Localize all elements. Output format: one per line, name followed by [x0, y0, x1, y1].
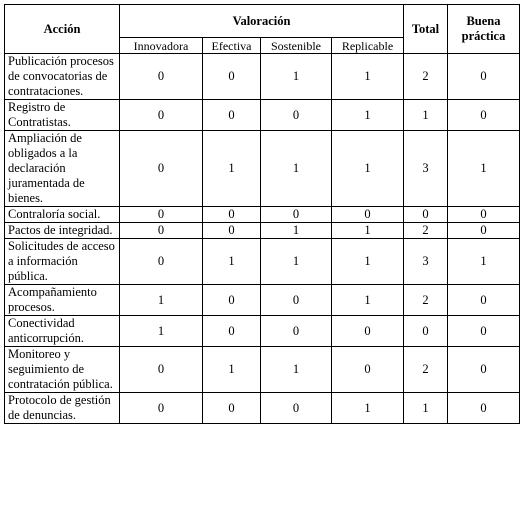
- cell-buena-practica: 0: [448, 223, 520, 239]
- cell-replicable: 0: [332, 207, 404, 223]
- cell-replicable: 1: [332, 223, 404, 239]
- cell-sostenible: 0: [261, 207, 332, 223]
- cell-accion: Solicitudes de acceso a información pública.: [5, 239, 120, 285]
- cell-innovadora: 0: [120, 393, 203, 424]
- cell-innovadora: 0: [120, 131, 203, 207]
- cell-total: 1: [404, 393, 448, 424]
- cell-innovadora: 0: [120, 239, 203, 285]
- valoracion-table: [4, 4, 520, 424]
- cell-innovadora: 0: [120, 100, 203, 131]
- cell-replicable: 1: [332, 239, 404, 285]
- cell-buena-practica: 0: [448, 316, 520, 347]
- table-row: [5, 285, 520, 316]
- cell-innovadora: 1: [120, 316, 203, 347]
- cell-replicable: 1: [332, 393, 404, 424]
- header-total: Total: [404, 5, 448, 54]
- cell-accion: Registro de Contratistas.: [5, 100, 120, 131]
- cell-total: 3: [404, 131, 448, 207]
- cell-accion: Acompañamiento procesos.: [5, 285, 120, 316]
- cell-buena-practica: 0: [448, 54, 520, 100]
- cell-efectiva: 0: [203, 207, 261, 223]
- cell-total: 1: [404, 100, 448, 131]
- header-buena-practica: Buena práctica: [448, 5, 520, 54]
- cell-sostenible: 1: [261, 239, 332, 285]
- cell-replicable: 1: [332, 285, 404, 316]
- cell-efectiva: 1: [203, 239, 261, 285]
- cell-total: 2: [404, 54, 448, 100]
- cell-replicable: 1: [332, 131, 404, 207]
- cell-efectiva: 1: [203, 347, 261, 393]
- cell-sostenible: 0: [261, 316, 332, 347]
- cell-total: 2: [404, 285, 448, 316]
- cell-buena-practica: 0: [448, 207, 520, 223]
- cell-efectiva: 0: [203, 223, 261, 239]
- cell-buena-practica: 0: [448, 347, 520, 393]
- cell-replicable: 0: [332, 316, 404, 347]
- cell-sostenible: 0: [261, 393, 332, 424]
- cell-innovadora: 1: [120, 285, 203, 316]
- cell-buena-practica: 0: [448, 393, 520, 424]
- cell-accion: Ampliación de obligados a la declaración juramentada de bienes.: [5, 131, 120, 207]
- cell-sostenible: 0: [261, 100, 332, 131]
- cell-total: 0: [404, 207, 448, 223]
- table-row: [5, 239, 520, 285]
- table-row: [5, 100, 520, 131]
- cell-replicable: 0: [332, 347, 404, 393]
- cell-accion: Monitoreo y seguimiento de contratación pública.: [5, 347, 120, 393]
- cell-sostenible: 1: [261, 131, 332, 207]
- table-row: [5, 316, 520, 347]
- cell-efectiva: 0: [203, 100, 261, 131]
- cell-innovadora: 0: [120, 54, 203, 100]
- header-innovadora: Innovadora: [120, 38, 203, 54]
- cell-accion: Protocolo de gestión de denuncias.: [5, 393, 120, 424]
- cell-sostenible: 0: [261, 285, 332, 316]
- header-replicable: Replicable: [332, 38, 404, 54]
- cell-accion: Publicación procesos de convocatorias de contrataciones.: [5, 54, 120, 100]
- cell-total: 0: [404, 316, 448, 347]
- cell-innovadora: 0: [120, 207, 203, 223]
- cell-replicable: 1: [332, 54, 404, 100]
- cell-sostenible: 1: [261, 54, 332, 100]
- cell-total: 2: [404, 347, 448, 393]
- cell-buena-practica: 0: [448, 285, 520, 316]
- header-sostenible: Sostenible: [261, 38, 332, 54]
- cell-accion: Contraloría social.: [5, 207, 120, 223]
- header-row-main: [5, 5, 520, 38]
- table-header: [5, 5, 520, 54]
- cell-efectiva: 0: [203, 316, 261, 347]
- table-row: [5, 347, 520, 393]
- cell-replicable: 1: [332, 100, 404, 131]
- cell-innovadora: 0: [120, 347, 203, 393]
- table-row: [5, 54, 520, 100]
- cell-buena-practica: 1: [448, 131, 520, 207]
- cell-sostenible: 1: [261, 223, 332, 239]
- cell-buena-practica: 1: [448, 239, 520, 285]
- table-row: [5, 393, 520, 424]
- cell-buena-practica: 0: [448, 100, 520, 131]
- header-valoracion: Valoración: [120, 5, 404, 38]
- cell-innovadora: 0: [120, 223, 203, 239]
- cell-efectiva: 0: [203, 54, 261, 100]
- cell-total: 3: [404, 239, 448, 285]
- cell-accion: Conectividad anticorrupción.: [5, 316, 120, 347]
- cell-efectiva: 0: [203, 285, 261, 316]
- cell-total: 2: [404, 223, 448, 239]
- header-efectiva: Efectiva: [203, 38, 261, 54]
- cell-efectiva: 0: [203, 393, 261, 424]
- cell-efectiva: 1: [203, 131, 261, 207]
- header-accion: Acción: [5, 5, 120, 54]
- table-row: [5, 131, 520, 207]
- table-body: [5, 54, 520, 424]
- table-row: [5, 207, 520, 223]
- cell-accion: Pactos de integridad.: [5, 223, 120, 239]
- table-row: [5, 223, 520, 239]
- cell-sostenible: 1: [261, 347, 332, 393]
